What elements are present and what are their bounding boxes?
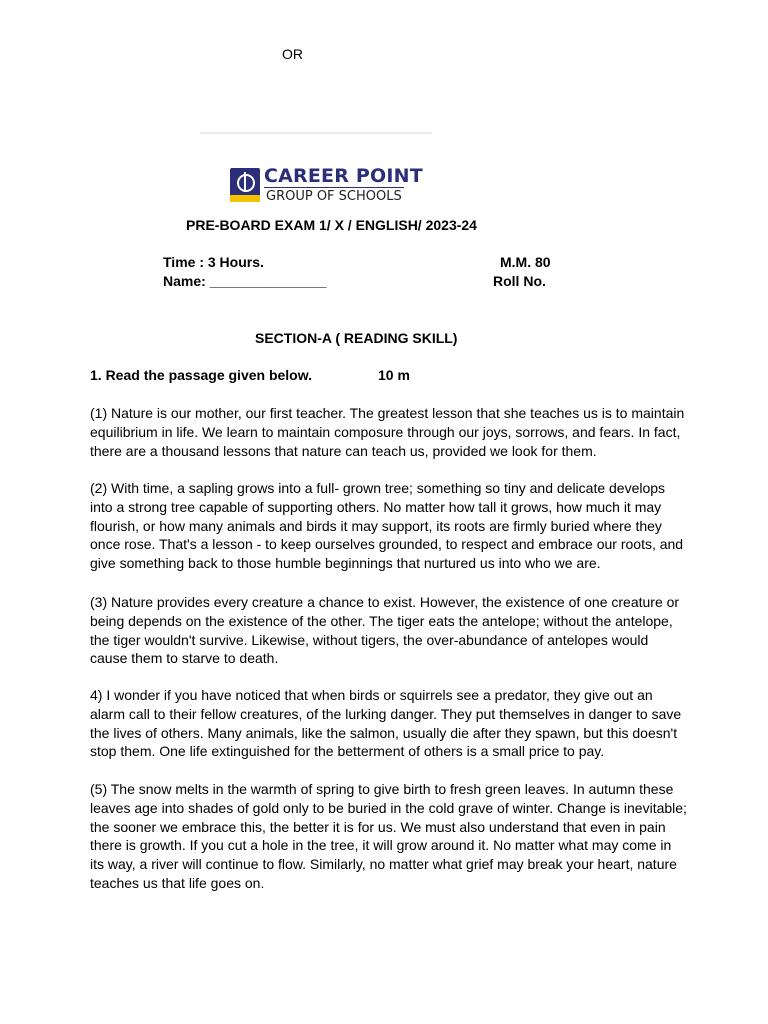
passage-paragraph-5: (5) The snow melts in the warmth of spring to give birth to fresh green leaves. In autumn these leaves age into shades of gold only to be buried in the cold grave of winter. Change is inevitable; the sooner we embrace this, the better it is for us. We must also understand that even in pain there is growth. If you cut a hole in the tree, it will grow around it. No matter what may come in its way, a river will continue to flow. Similarly, no matter what grief may break your heart, nature teaches us that life goes on. — [90, 781, 687, 891]
passage-paragraph-3: (3) Nature provides every creature a chance to exist. However, the existence of one creature or being depends on the existence of the other. The tiger eats the antelope; without the antelope, the tiger wouldn't survive. Likewise, without tigers, the over-abundance of antelopes would cause them to starve to death. — [90, 594, 680, 667]
exam-title: PRE-BOARD EXAM 1/ X / ENGLISH/ 2023-24 — [186, 217, 477, 233]
passage-paragraph-1: (1) Nature is our mother, our first teacher. The greatest lesson that she teaches us is to maintain equilibrium in life. We learn to maintain composure through our joys, sorrows, and fears. In fact, there are a thousand lessons that nature can teach us, provided we look for them. — [90, 405, 685, 459]
logo-divider — [264, 187, 404, 188]
passage-paragraph-2: (2) With time, a sapling grows into a full- grown tree; something so tiny and delicate develops into a strong tree capable of supporting others. No matter how tall it grows, how much it may flourish, or how many animals and birds it may support, its roots are firmly buried where they once rose. That's a lesson - to keep ourselves grounded, to respect and embrace our roots, and give something back to those humble beginnings that nurtured us into who we are. — [90, 480, 684, 572]
max-marks: M.M. 80 — [500, 254, 551, 270]
logo-top-divider — [200, 132, 432, 134]
student-name-field: Name: _______________ — [163, 273, 327, 289]
school-logo — [200, 132, 432, 212]
roll-number-field: Roll No. — [493, 273, 546, 289]
logo-subtitle: GROUP OF SCHOOLS — [266, 189, 402, 204]
career-point-emblem-icon — [230, 168, 260, 202]
passage-paragraph-4: 4) I wonder if you have noticed that when birds or squirrels see a predator, they give out an alarm call to their fellow creatures, of the lurking danger. They put themselves in danger to save the lives of others. Many animals, like the salmon, usually die after they spawn, but this doesn't stop them. One life extinguished for the betterment of others is a small price to pay. — [90, 687, 682, 760]
logo-title: CAREER POINT — [264, 165, 423, 187]
or-text: OR — [282, 46, 303, 62]
exam-time: Time : 3 Hours. — [163, 254, 264, 270]
question-marks: 10 m — [378, 367, 410, 383]
question-instruction: 1. Read the passage given below. — [90, 367, 312, 383]
section-title: SECTION-A ( READING SKILL) — [255, 330, 458, 346]
